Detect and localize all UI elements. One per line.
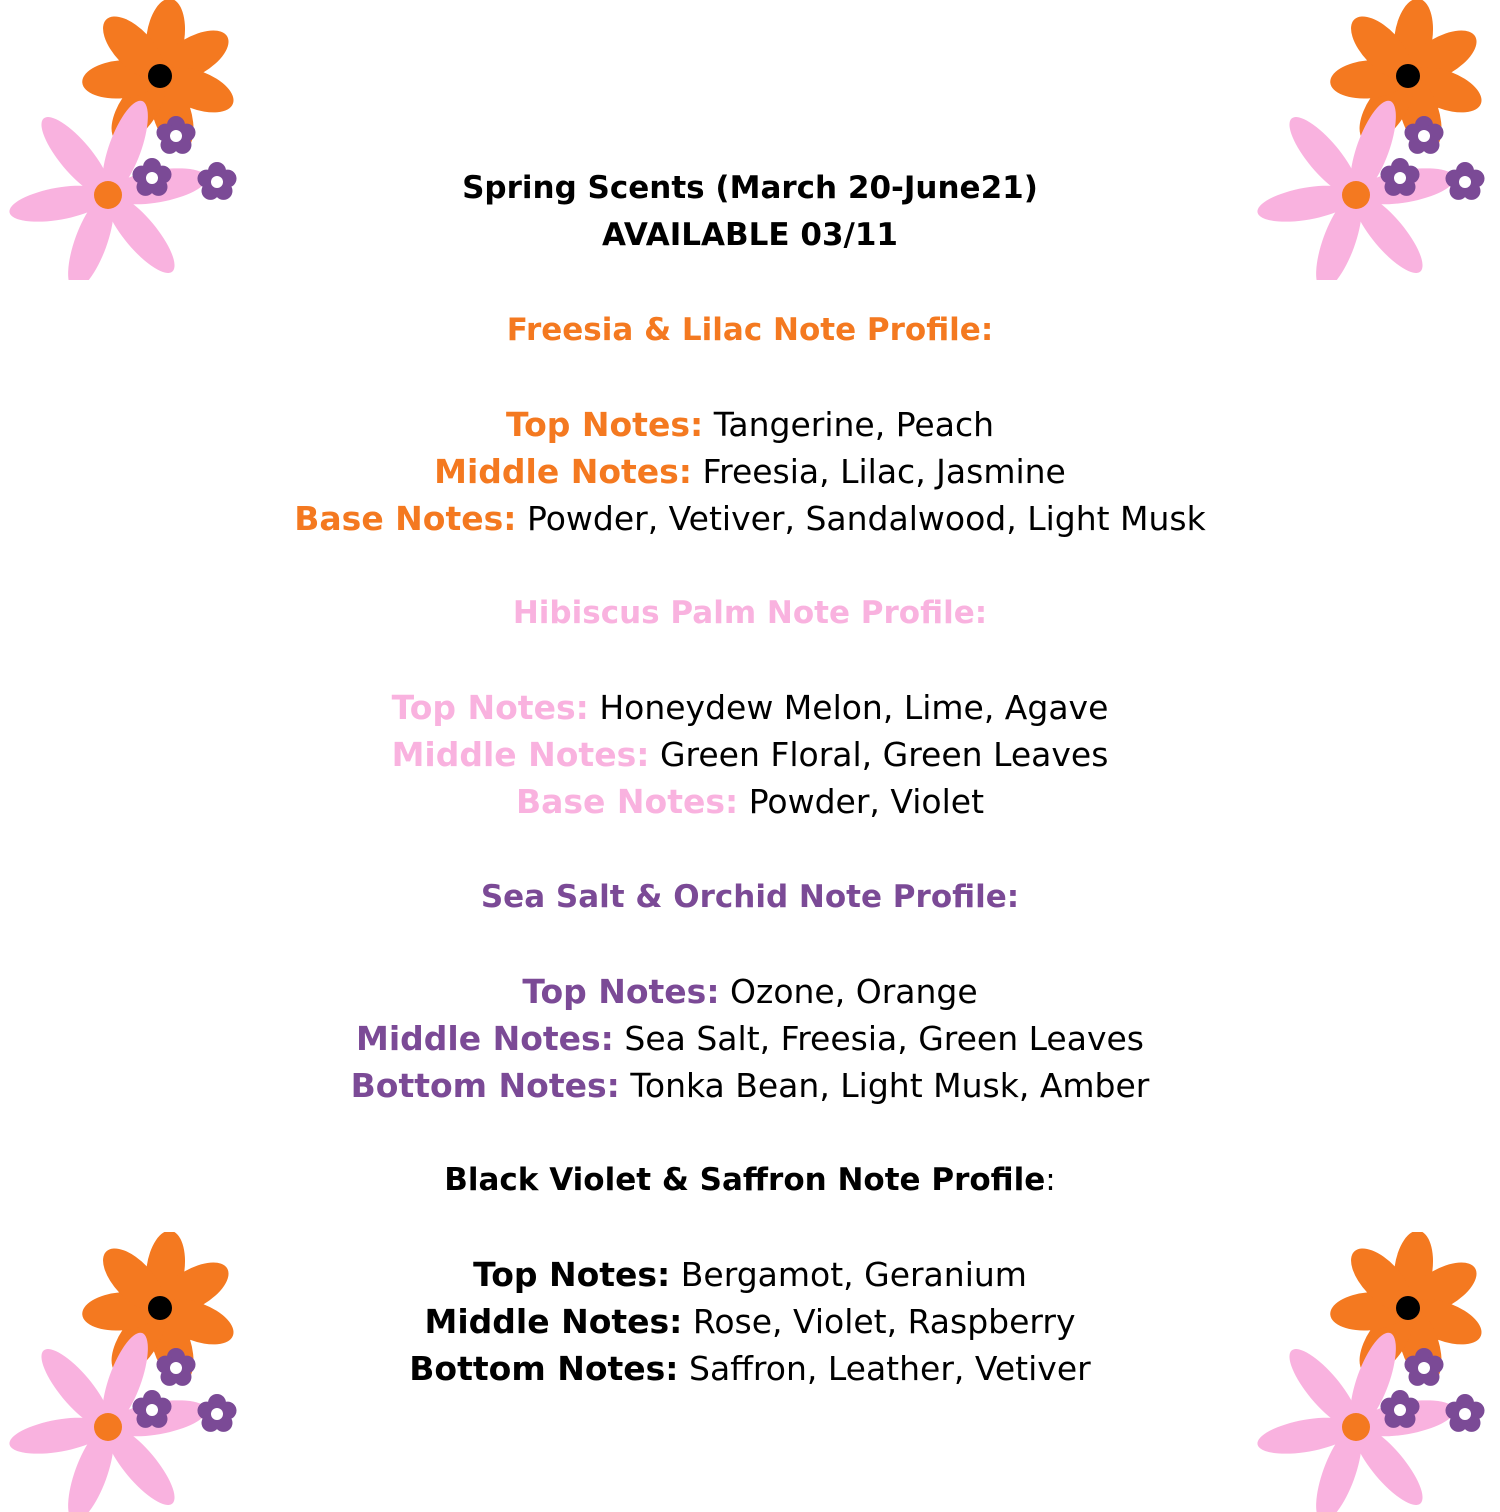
note-label: Top Notes: xyxy=(505,405,704,444)
note-value: Sea Salt, Freesia, Green Leaves xyxy=(624,1019,1144,1058)
note-value: Rose, Violet, Raspberry xyxy=(692,1302,1076,1341)
profile-title-hibiscus-palm: Hibiscus Palm Note Profile: xyxy=(512,595,988,631)
note-line xyxy=(0,735,1500,775)
note-value: Honeydew Melon, Lime, Agave xyxy=(599,688,1109,727)
note-value: Ozone, Orange xyxy=(730,972,978,1011)
note-line xyxy=(0,972,1500,1012)
note-line xyxy=(0,405,1500,445)
note-label: Bottom Notes: xyxy=(350,1066,620,1105)
page-title: Spring Scents (March 20-June21) xyxy=(462,170,1038,206)
note-label: Middle Notes: xyxy=(434,452,693,491)
note-value: Green Floral, Green Leaves xyxy=(659,735,1109,774)
note-label: Middle Notes: xyxy=(356,1019,614,1058)
note-line xyxy=(0,1019,1500,1059)
note-label: Bottom Notes: xyxy=(409,1349,679,1388)
note-value: Saffron, Leather, Vetiver xyxy=(689,1349,1091,1388)
note-line xyxy=(0,1302,1500,1342)
note-line xyxy=(0,688,1500,728)
note-label: Top Notes: xyxy=(391,688,589,727)
note-value: Powder, Violet xyxy=(748,782,985,821)
note-line xyxy=(0,1255,1500,1295)
note-label: Top Notes: xyxy=(473,1255,671,1294)
note-value: Bergamot, Geranium xyxy=(680,1255,1027,1294)
note-value: Powder, Vetiver, Sandalwood, Light Musk xyxy=(526,499,1206,538)
availability-date: AVAILABLE 03/11 xyxy=(602,217,898,253)
profile-title-sea-salt-orchid: Sea Salt & Orchid Note Profile: xyxy=(480,879,1020,915)
note-value: Freesia, Lilac, Jasmine xyxy=(702,452,1066,491)
note-line xyxy=(0,452,1500,492)
note-value: Tangerine, Peach xyxy=(713,405,995,444)
note-line xyxy=(0,782,1500,822)
note-label: Base Notes: xyxy=(515,782,739,821)
note-line xyxy=(0,1066,1500,1106)
note-label: Top Notes: xyxy=(522,972,720,1011)
note-label: Middle Notes: xyxy=(391,735,650,774)
note-line xyxy=(0,1349,1500,1389)
profile-title-freesia-lilac: Freesia & Lilac Note Profile: xyxy=(506,312,994,348)
note-label: Base Notes: xyxy=(294,499,517,538)
note-value: Tonka Bean, Light Musk, Amber xyxy=(630,1066,1150,1105)
note-line xyxy=(0,499,1500,539)
profile-title-black-violet-saffron: Black Violet & Saffron Note Profile: xyxy=(444,1162,1056,1198)
note-label: Middle Notes: xyxy=(424,1302,683,1341)
